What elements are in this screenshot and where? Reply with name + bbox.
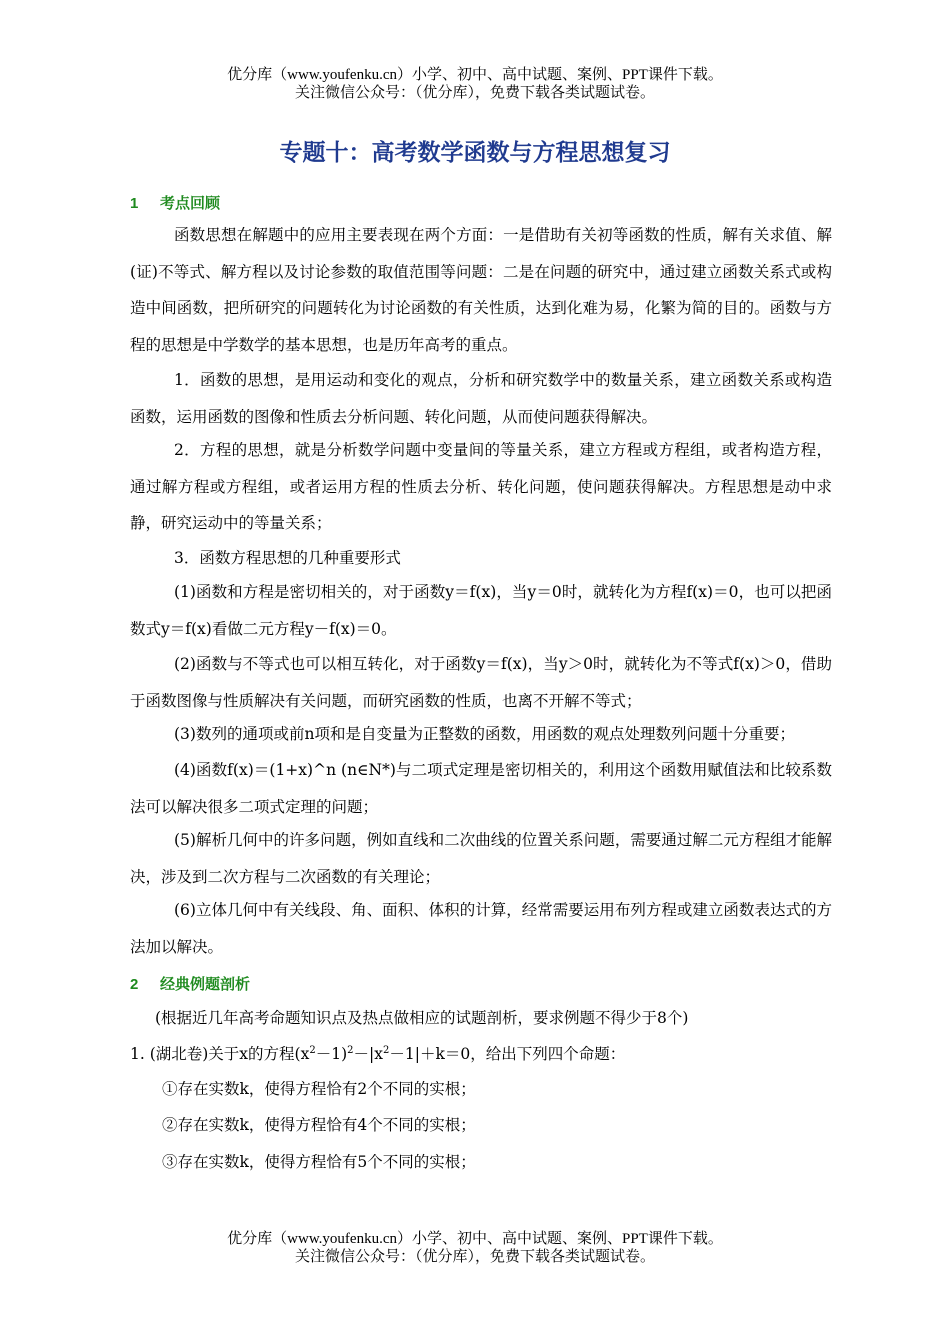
header-line-2: 关注微信公众号：（优分库），免费下载各类试题试卷。 [294,85,655,101]
paragraph-function-idea: 1．函数的思想，是用运动和变化的观点，分析和研究数学中的数量关系，建立函数关系或构造函数，运用函数的图像和性质去分析问题、转化问题，从而使问题获得解决。 [130,371,832,426]
footer-line-2: 关注微信公众号：（优分库），免费下载各类试题试卷。 [294,1249,655,1265]
example-note: (根据近几年高考命题知识点及热点做相应的试题剖析，要求例题不得少于8个) [155,1009,689,1027]
section-label: 经典例题剖析 [160,976,251,993]
document-title: 专题十：高考数学函数与方程思想复习 [279,139,671,166]
paragraph-intro: 函数思想在解题中的应用主要表现在两个方面：一是借助有关初等函数的性质，解有关求值、解(证)不等式、解方程以及讨论参数的取值范围等问题：二是在问题的研究中，通过建立函数关系式或构造中间函数，把所研究的问题转化为讨论函数的有关性质，达到化难为易，化繁为简的目的。函数与方程的思想是中学数学的基本思想，也是历年高考的重点。 [130,226,832,354]
page-header [0,66,950,102]
paragraph-form-6: (6)立体几何中有关线段、角、面积、体积的计算，经常需要运用布列方程或建立函数表达式的方法加以解决。 [130,901,832,956]
problem-1-option-1: ①存在实数k，使得方程恰有2个不同的实根； [162,1080,476,1098]
section-heading-examples [130,973,250,994]
stem-part: －1|＋k＝0，给出下列四个命题： [389,1045,626,1063]
stem-part: －|x [353,1045,383,1063]
section-number: 2 [130,976,139,993]
superscript: 2 [347,1045,354,1056]
paragraph-form-4: (4)函数f(x)＝(1+x)^n (n∈N*)与二项式定理是密切相关的，利用这个函数用赋值法和比较系数法可以解决很多二项式定理的问题； [130,761,832,816]
stem-part: －1) [315,1045,348,1063]
paragraph-forms-heading: 3．函数方程思想的几种重要形式 [174,549,401,567]
paragraph-form-2: (2)函数与不等式也可以相互转化，对于函数y＝f(x)，当y＞0时，就转化为不等式f(x)＞0，借助于函数图像与性质解决有关问题，而研究函数的性质，也离不开解不等式； [130,655,832,710]
problem-1-stem [130,1042,625,1064]
footer-line-1: 优分库（www.youfenku.cn）小学、初中、高中试题、案例、PPT课件下载。 [227,1231,723,1247]
superscript: 2 [309,1045,316,1056]
superscript: 2 [382,1045,390,1056]
stem-part: 1. (湖北卷)关于x的方程(x [130,1045,310,1063]
problem-1-option-2: ②存在实数k，使得方程恰有4个不同的实根； [162,1116,476,1134]
paragraph-equation-idea: 2．方程的思想，就是分析数学问题中变量间的等量关系，建立方程或方程组，或者构造方程，通过解方程或方程组，或者运用方程的性质去分析、转化问题，使问题获得解决。方程思想是动中求静，研究运动中的等量关系； [130,441,832,532]
problem-1-option-3: ③存在实数k，使得方程恰有5个不同的实根； [162,1153,476,1171]
header-line-1: 优分库（www.youfenku.cn）小学、初中、高中试题、案例、PPT课件下载。 [227,67,723,83]
section-label: 考点回顾 [160,195,221,212]
page-footer [0,1230,950,1266]
section-number: 1 [130,195,139,212]
paragraph-form-5: (5)解析几何中的许多问题，例如直线和二次曲线的位置关系问题，需要通过解二元方程组才能解决，涉及到二次方程与二次函数的有关理论； [130,831,832,886]
paragraph-form-3: (3)数列的通项或前n项和是自变量为正整数的函数，用函数的观点处理数列问题十分重要； [174,725,795,743]
paragraph-form-1: (1)函数和方程是密切相关的，对于函数y＝f(x)，当y＝0时，就转化为方程f(x)＝0，也可以把函数式y＝f(x)看做二元方程y－f(x)＝0。 [130,583,832,638]
section-heading-review [130,192,220,213]
